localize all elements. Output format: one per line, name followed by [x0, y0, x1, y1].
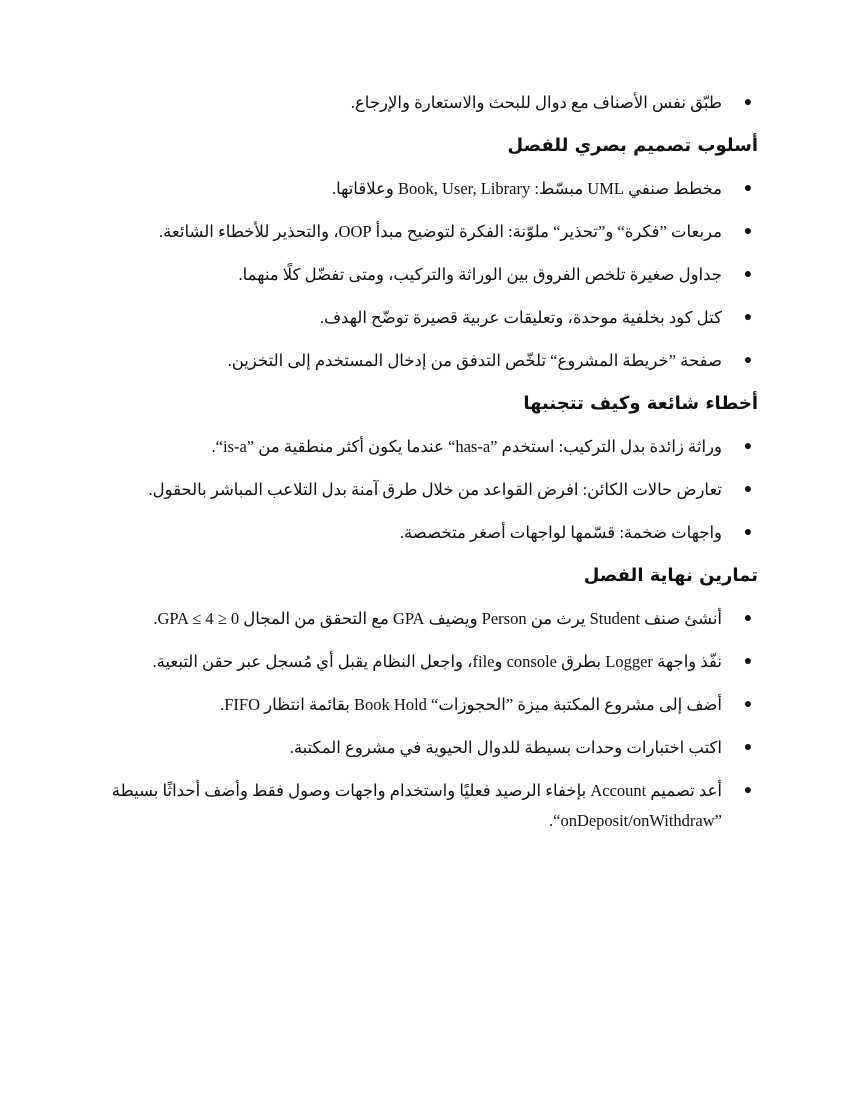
list-item: [98, 260, 758, 290]
list-item: [98, 776, 758, 836]
bullet-icon: [738, 303, 758, 333]
list-item: [98, 647, 758, 677]
section-list: [98, 174, 758, 376]
bullet-icon: [738, 432, 758, 462]
bullet-icon: [738, 518, 758, 548]
bullet-icon: [738, 776, 758, 806]
list-item-text: مربعات ”فكرة“ و”تحذير“ ملوّنة: الفكرة لتوضيح مبدأ OOP، والتحذير للأخطاء الشائعة.: [158, 222, 722, 241]
section-list: [98, 432, 758, 548]
list-item-text: أنشئ صنف Student يرث من Person ويضيف GPA مع التحقق من المجال 0 ≤ GPA ≤ 4.: [153, 609, 722, 628]
bullet-icon: [738, 174, 758, 204]
list-item: [98, 733, 758, 763]
list-item: [98, 518, 758, 548]
list-item: [98, 346, 758, 376]
bullet-icon: [738, 475, 758, 505]
list-item-text: تعارض حالات الكائن: افرض القواعد من خلال طرق آمنة بدل التلاعب المباشر بالحقول.: [148, 480, 722, 499]
list-item-text: صفحة ”خريطة المشروع“ تلخّص التدفق من إدخال المستخدم إلى التخزين.: [227, 351, 722, 370]
list-item: [98, 303, 758, 333]
list-item-text: كتل كود بخلفية موحدة، وتعليقات عربية قصيرة توضّح الهدف.: [319, 308, 722, 327]
list-item-text: نفّذ واجهة Logger بطرق console وfile، واجعل النظام يقبل أي مُسجل عبر حقن التبعية.: [152, 652, 722, 671]
bullet-icon: [738, 604, 758, 634]
list-item-text: أعد تصميم Account بإخفاء الرصيد فعليًا واستخدام واجهات وصول فقط وأضف أحداثًا بسيطة ”onDeposit/onWithdraw“.: [111, 781, 722, 830]
list-item: [98, 432, 758, 462]
list-item-text: أضف إلى مشروع المكتبة ميزة ”الحجوزات“ Book Hold بقائمة انتظار FIFO.: [220, 695, 722, 714]
list-item-text: وراثة زائدة بدل التركيب: استخدم ”has-a“ عندما يكون أكثر منطقية من ”is-a“.: [211, 437, 722, 456]
bullet-icon: [738, 88, 758, 118]
list-item: [98, 475, 758, 505]
list-item: [98, 217, 758, 247]
bullet-icon: [738, 260, 758, 290]
bullet-icon: [738, 346, 758, 376]
bullet-icon: [738, 217, 758, 247]
section-heading: تمارين نهاية الفصل: [583, 565, 758, 586]
intro-list: [98, 88, 758, 118]
list-item-text: طبّق نفس الأصناف مع دوال للبحث والاستعارة والإرجاع.: [350, 93, 722, 112]
list-item: [98, 604, 758, 634]
list-item: [98, 690, 758, 720]
list-item-text: واجهات ضخمة: قسّمها لواجهات أصغر متخصصة.: [399, 523, 722, 542]
list-item: [98, 174, 758, 204]
section-list: [98, 604, 758, 836]
bullet-icon: [738, 733, 758, 763]
section-heading: أخطاء شائعة وكيف تتجنبها: [523, 393, 758, 414]
list-item-text: اكتب اختبارات وحدات بسيطة للدوال الحيوية في مشروع المكتبة.: [289, 738, 722, 757]
page-content: [98, 88, 758, 849]
list-item: [98, 88, 758, 118]
bullet-icon: [738, 690, 758, 720]
section-heading: أسلوب تصميم بصري للفصل: [507, 135, 758, 156]
list-item-text: جداول صغيرة تلخص الفروق بين الوراثة والتركيب، ومتى تفضّل كلًا منهما.: [238, 265, 722, 284]
bullet-icon: [738, 647, 758, 677]
list-item-text: مخطط صنفي UML مبسّط: Book, User, Library وعلاقاتها.: [331, 179, 722, 198]
